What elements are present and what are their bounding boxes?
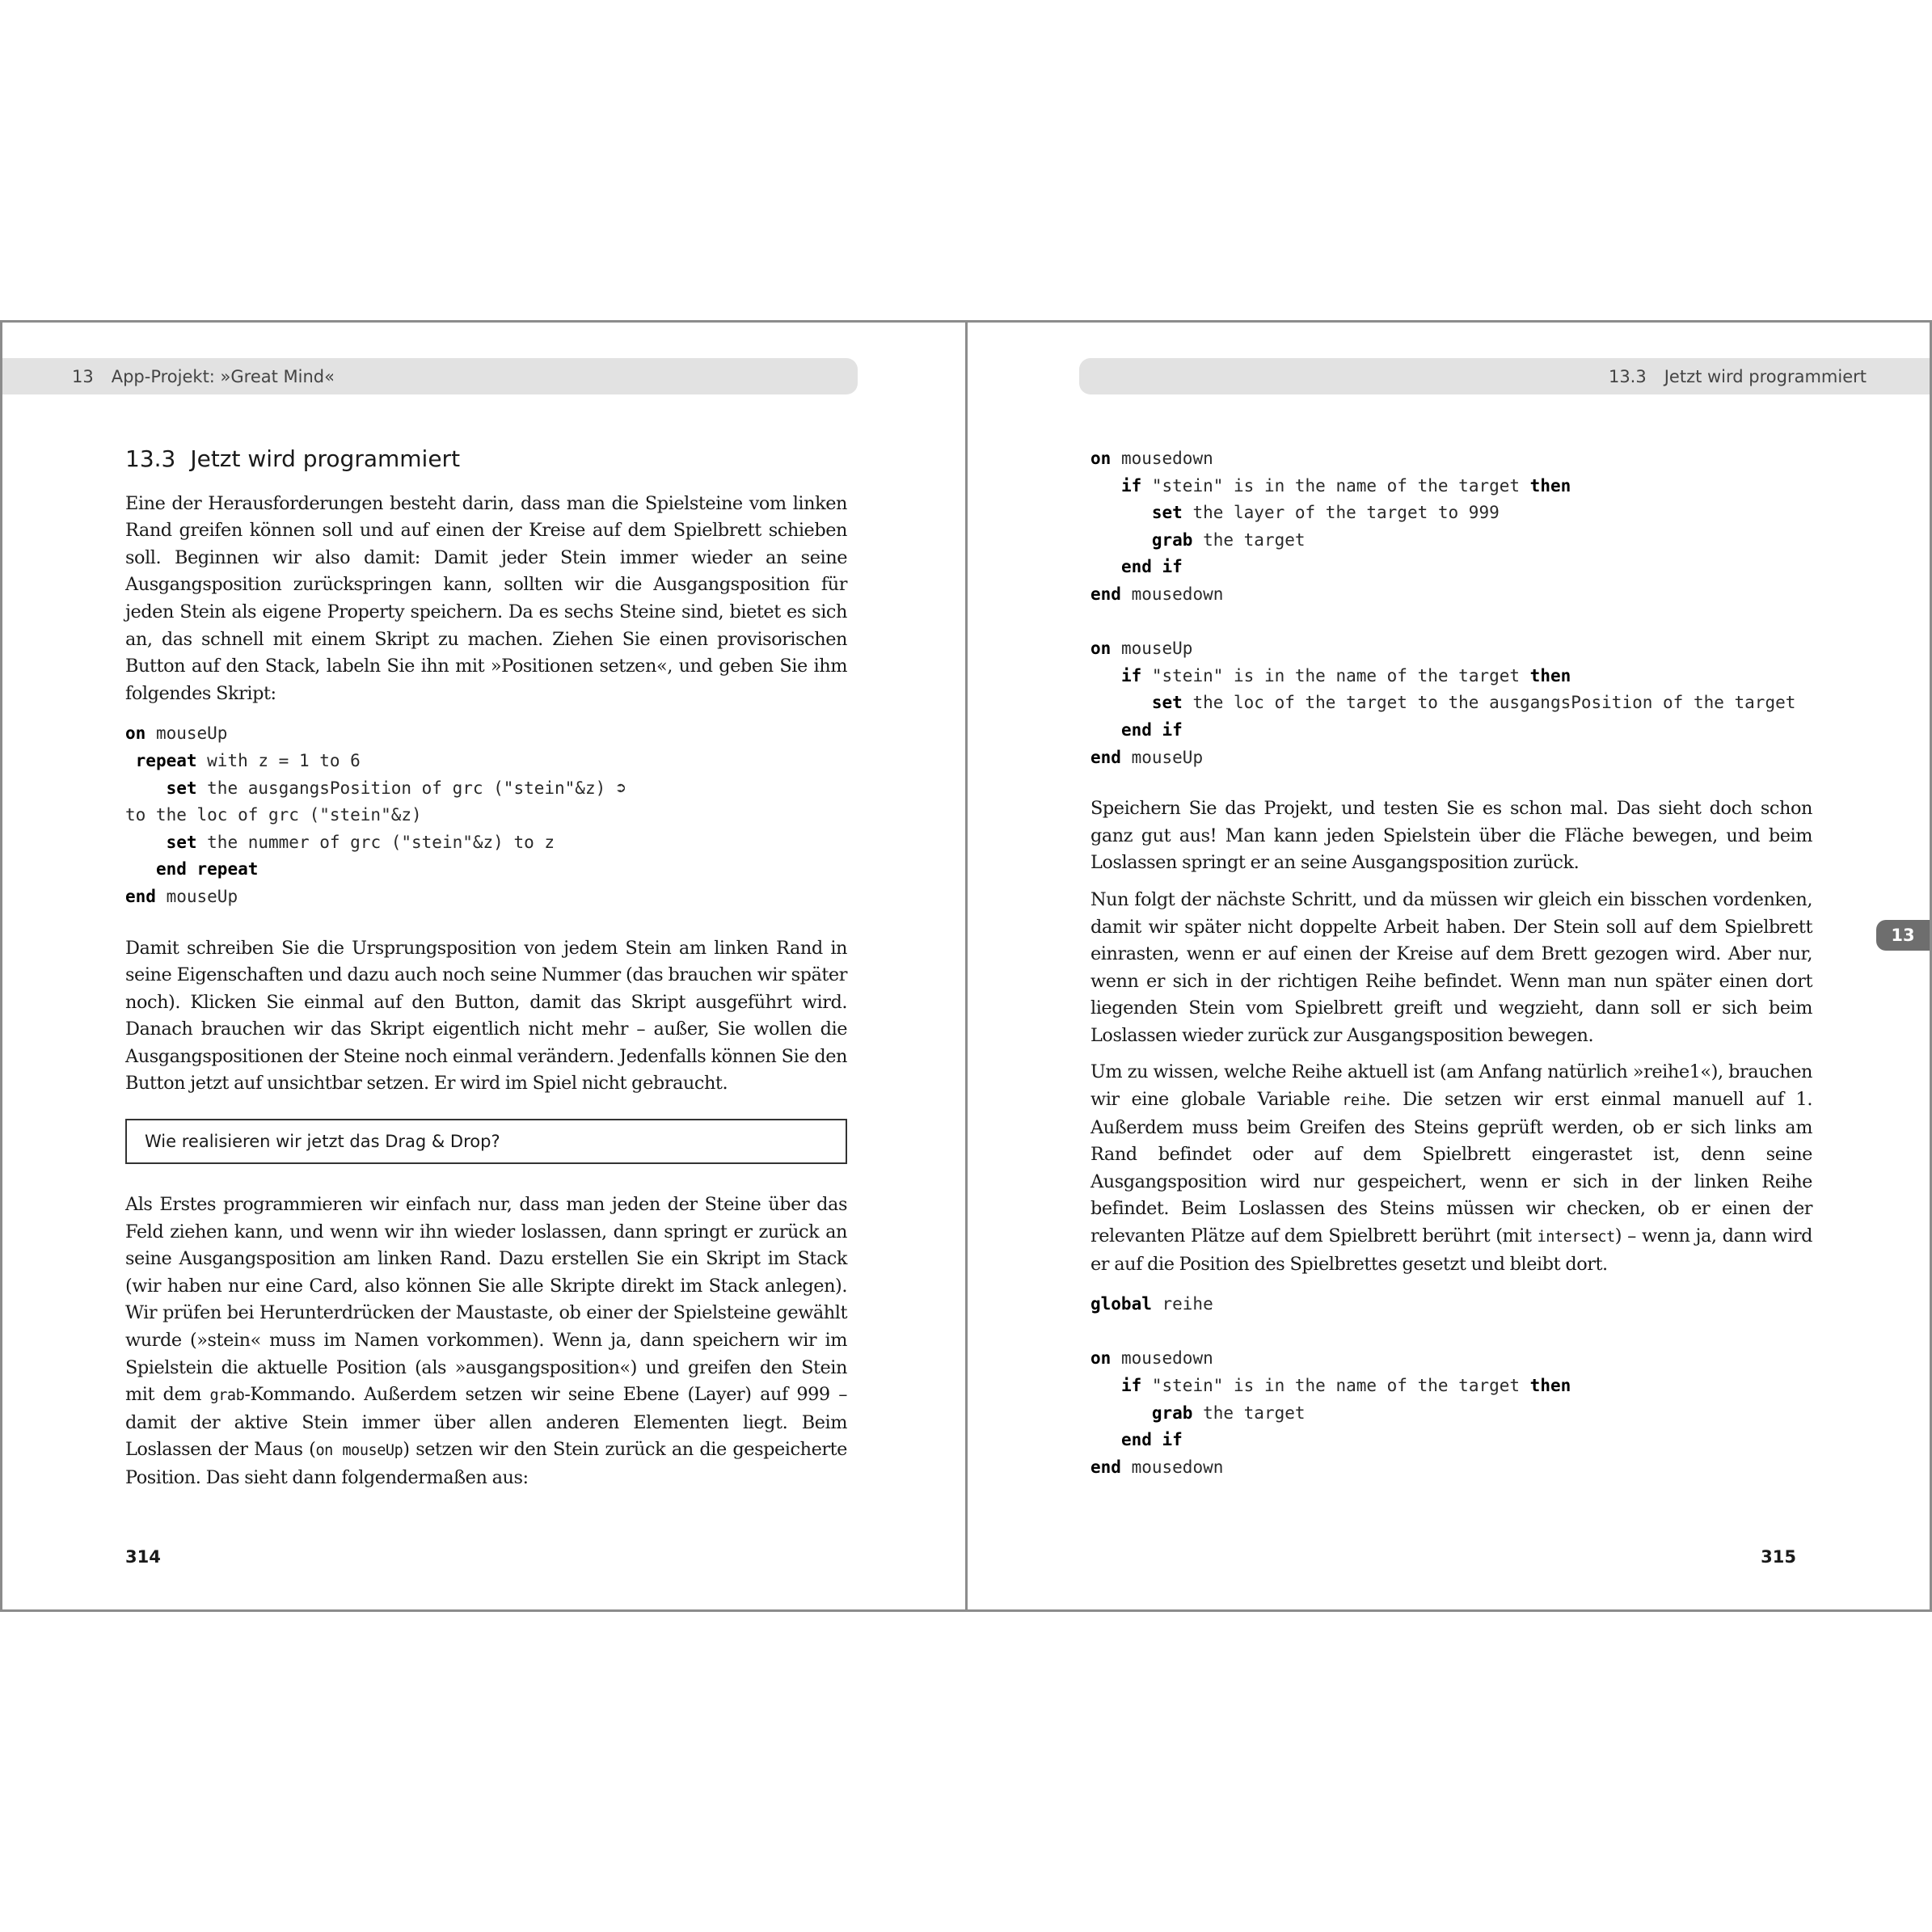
header-section-title: Jetzt wird programmiert [1664,366,1867,386]
callout-box [125,1119,847,1164]
page-number: 314 [125,1547,161,1567]
left-page [0,320,968,1612]
inline-code: intersect [1537,1229,1615,1247]
paragraph [1090,1059,1812,1278]
right-page [965,320,1932,1612]
inline-code: reihe [1342,1092,1386,1110]
section-number: 13.3 [125,445,176,472]
text-run: -Kommando. Außerdem setzen wir seine Ebene (Layer) auf 999 – damit der aktive Stein immer über allen anderen Elementen liegt. Beim Loslassen der Maus ( [125,1384,847,1461]
inline-code: grab [209,1387,245,1405]
left-content [125,445,847,1502]
text-run: . Die setzen wir erst einmal manuell auf 1. Außerdem muss beim Greifen des Steins geprüft werden, ob er sich links am Rand befindet oder auf dem Spielbrett eingerastet ist, denn seine Ausgangsposition wird nur gespeichert, wenn er sich in der linken Reihe befindet. Beim Loslassen des Steins müssen wir checken, ob er einen der relevanten Plätze auf dem Spielbrett berührt (mit [1090,1089,1812,1247]
code-block: on mouseUp repeat with z = 1 to 6 set the ausgangsPosition of grc ("stein"&z) ➲ to the loc of grc ("stein"&z) set the nummer of grc ("stein"&z) to z end repeat end mouseUp [125,723,626,906]
paragraph: Nun folgt der nächste Schritt, und da müssen wir gleich ein bisschen vordenken, damit wir später nicht doppelte Arbeit haben. Der Stein soll auf dem Spielbrett einrasten, wenn er auf einen der Kreise auf dem Brett gezogen wird. Aber nur, wenn er sich in der richtigen Reihe befindet. Wenn man nun später einen dort liegenden Stein vom Spielbrett greift und wegzieht, dann soll er sich beim Loslassen wieder zurück zur Ausgangsposition bewegen. [1090,888,1812,1046]
text-run: Um zu wissen, welche Reihe aktuell ist (am Anfang natürlich »reihe1«), brauchen wir eine globale Variable [1090,1061,1812,1111]
code-block: on mousedown if "stein" is in the name of the target then set the layer of the target to 999 grab the target end if end mousedown on mouseUp if "stein" is in the name of the target then set the loc of the target to the ausgangsPosition of the target end if end mouseUp [1090,449,1796,767]
code-block: global reihe on mousedown if "stein" is in the name of the target then grab the target end if end mousedown [1090,1294,1571,1477]
section-title: Jetzt wird programmiert [190,445,461,472]
code-line: mouseUp [155,723,228,744]
paragraph: Speichern Sie das Projekt, und testen Sie es schon mal. Das sieht doch schon ganz gut aus! Man kann jeden Spielstein über die Fläche bewegen, und beim Loslassen springt er an seine Ausgangsposition zurück. [1090,798,1812,874]
paragraph [125,1192,847,1492]
running-header-right [1079,358,1932,394]
page-number: 315 [1761,1547,1796,1567]
inline-code: on mouseUp [315,1442,403,1460]
callout-text: Wie realisieren wir jetzt das Drag & Drop? [145,1132,500,1152]
right-content [1090,445,1812,1505]
header-chapter-number: 13 [72,366,94,386]
section-heading [125,445,847,473]
chapter-thumb-tab: 13 [1876,920,1930,951]
text-run: Als Erstes programmieren wir einfach nur, dass man jeden der Steine über das Feld ziehen kann, und wenn wir ihn wieder loslassen, dann springt er zurück an seine Ausgangsposition am linken Rand. Dazu erstellen Sie ein Skript im Stack (wir haben nur eine Card, also können Sie alle Skripte direkt im Stack anlegen). Wir prüfen bei Herunterdrücken der Maustaste, ob einer der Spielsteine gewählt wurde (»stein« muss im Namen vorkommen). Wenn ja, dann speichern wir im Spielstein die aktuelle Position (als »ausgangsposition«) und greifen den Stein mit dem [125,1194,847,1406]
paragraph: Damit schreiben Sie die Ursprungsposition von jedem Stein am linken Rand in seine Eigenschaften und dazu auch noch seine Nummer (das brauchen wir später noch). Klicken Sie einmal auf den Button, damit das Skript ausgeführt wird. Danach brauchen wir das Skript eigentlich nicht mehr – außer, Sie wollen die Ausgangspositionen der Steine noch einmal verändern. Jedenfalls können Sie den Button jetzt auf unsichtbar setzen. Er wird im Spiel nicht gebraucht. [125,937,847,1095]
text-run: ) – wenn ja, dann wird er auf die Position des Spielbrettes gesetzt und bleibt dort. [1090,1225,1812,1275]
running-header-left [2,358,858,394]
text-run: ) setzen wir den Stein zurück an die gespeicherte Position. Das sieht dann folgendermaßen aus: [125,1439,847,1488]
paragraph: Eine der Herausforderungen besteht darin, dass man die Spielsteine vom linken Rand greifen können soll und auf einen der Kreise auf dem Spielbrett schieben soll. Beginnen wir also damit: Damit jeder Stein immer wieder an seine Ausgangsposition zurückspringen kann, sollten wir die Ausgangsposition für jeden Stein als eigene Property speichern. Da es sechs Steine sind, bietet es sich an, das schnell mit einem Skript zu machen. Ziehen Sie einen provisorischen Button auf den Stack, labeln Sie ihn mit »Positionen setzen«, und geben Sie ihm folgendes Skript: [125,492,847,704]
header-chapter-title: App-Projekt: »Great Mind« [111,366,335,386]
header-section-number: 13.3 [1608,366,1647,386]
